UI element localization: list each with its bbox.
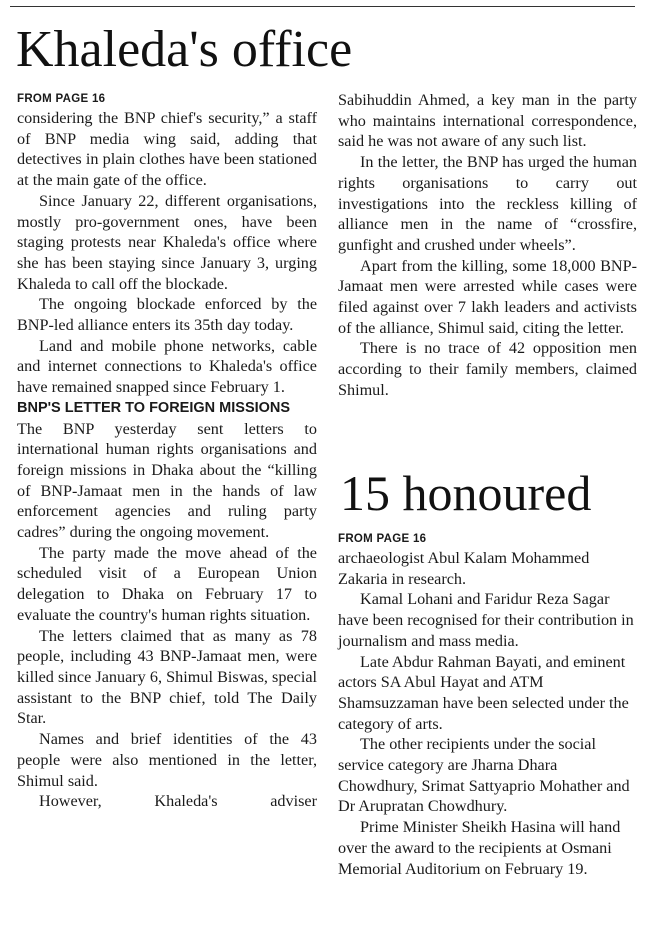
story1-paragraph: There is no trace of 42 opposition men according to their family members, claimed Shimul. (338, 339, 637, 399)
story2-paragraph: Late Abdur Rahman Bayati, and eminent actors SA Abul Hayat and ATM Shamsuzzaman have been selected under the category of arts. (338, 652, 629, 733)
story1-paragraph: Land and mobile phone networks, cable and internet connections to Khaleda's office have remained snapped since February 1. (17, 336, 317, 397)
story1-paragraph: The party made the move ahead of the scheduled visit of a European Union delegation to Dhaka on February 17 to evaluate the country's human rights situation. (17, 543, 317, 624)
headline-khaledas-office: Khaleda's office (16, 21, 353, 78)
story1-paragraph: Names and brief identities of the 43 people were also mentioned in the letter, Shimul said. (17, 730, 317, 790)
story1-paragraph: The ongoing blockade enforced by the BNP-led alliance enters its 35th day today. (17, 295, 317, 335)
story1-left-column (17, 90, 317, 812)
story2-paragraph: The other recipients under the social service category are Jharna Dhara Chowdhury, Srimat Sattyaprio Mohather and Dr Arupratan Chowdhury. (338, 735, 630, 816)
story2-dateline: FROM PAGE 16 (338, 533, 427, 545)
story1-subhead: BNP'S LETTER TO FOREIGN MISSIONS (17, 399, 291, 416)
story1-paragraph: In the letter, the BNP has urged the human rights organisations to carry out investigations into the reckless killing of alliance men in the name of “crossfire, gunfight and crushed under wheels”. (338, 153, 637, 254)
story1-paragraph: The BNP yesterday sent letters to international human rights organisations and foreign missions in Dhaka about the “killing of BNP-Jamaat men in the hands of law enforcement agencies and ruling party cadres” during the ongoing movement. (17, 419, 317, 542)
story1-paragraph: considering the BNP chief's security,” a staff of BNP media wing said, adding that detectives in plain clothes have been stationed at the main gate of the office. (17, 109, 317, 190)
story1-dateline: FROM PAGE 16 (17, 93, 106, 105)
story2-paragraph: Prime Minister Sheikh Hasina will hand over the award to the recipients at Osmani Memorial Auditorium on February 19. (338, 818, 621, 878)
story2-column (338, 530, 637, 879)
story1-paragraph: Since January 22, different organisations, mostly pro-government ones, have been staging protests near Khaleda's office where she has been staying since January 3, urging Khaleda to call off the blockade. (17, 191, 317, 293)
top-rule (10, 6, 635, 7)
story1-paragraph: The letters claimed that as many as 78 people, including 43 BNP-Jamaat men, were killed since January 6, Shimul Biswas, special assistant to the BNP chief, told The Daily Star. (17, 626, 317, 728)
headline-15-honoured: 15 honoured (340, 465, 592, 521)
story2-paragraph: archaeologist Abul Kalam Mohammed Zakaria in research. (338, 549, 590, 588)
story1-paragraph: Sabihuddin Ahmed, a key man in the party who maintains international correspondence, said he was not aware of any such list. (338, 91, 637, 151)
story1-right-column (338, 90, 637, 401)
story1-paragraph: Apart from the killing, some 18,000 BNP-Jamaat men were arrested while cases were filed against over 7 lakh leaders and activists of the alliance, Shimul said, citing the letter. (338, 256, 637, 337)
story2-paragraph: Kamal Lohani and Faridur Reza Sagar have been recognised for their contribution in journalism and mass media. (338, 590, 634, 650)
story1-paragraph: However, Khaleda's adviser (39, 792, 317, 811)
